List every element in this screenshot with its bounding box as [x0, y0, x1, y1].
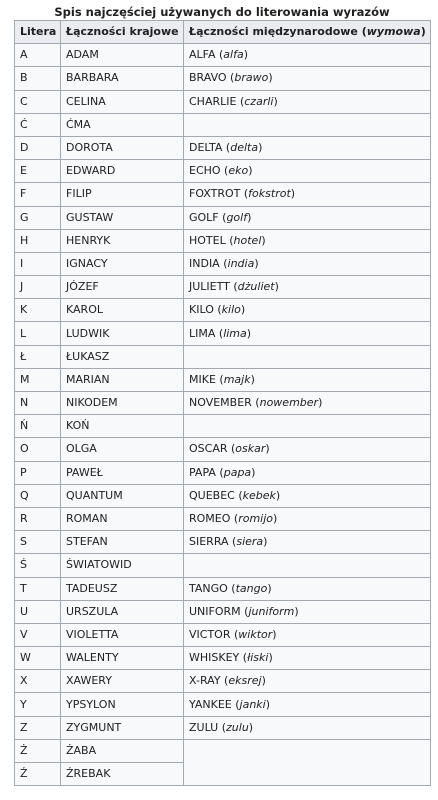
- cell-national: STEFAN: [61, 531, 184, 554]
- pronunciation: eko: [228, 164, 249, 178]
- table-row: [15, 647, 431, 670]
- pronunciation: nowember: [259, 396, 319, 410]
- table-row: [15, 299, 431, 322]
- cell-international: OSCAR (oskar): [184, 438, 431, 461]
- table-row: [15, 415, 431, 438]
- cell-letter: W: [15, 647, 61, 670]
- international-word: FOXTROT: [189, 187, 241, 201]
- pronunciation: alfa: [223, 48, 244, 62]
- cell-international: QUEBEC (kebek): [184, 484, 431, 507]
- cell-national: HENRYK: [61, 229, 184, 252]
- international-word: KILO: [189, 303, 214, 317]
- cell-letter: V: [15, 623, 61, 646]
- cell-international: NOVEMBER (nowember): [184, 392, 431, 415]
- table-row: [15, 438, 431, 461]
- international-word: MIKE: [189, 372, 216, 386]
- cell-letter: O: [15, 438, 61, 461]
- cell-international: GOLF (golf): [184, 206, 431, 229]
- cell-national: KOŃ: [61, 415, 184, 438]
- cell-international: X-RAY (eksrej): [184, 670, 431, 693]
- cell-international: HOTEL (hotel): [184, 229, 431, 252]
- table-row: [15, 623, 431, 646]
- cell-letter: A: [15, 44, 61, 67]
- cell-international-empty: [184, 113, 431, 136]
- table-row: [15, 368, 431, 391]
- table-row: [15, 136, 431, 159]
- table-body: [15, 44, 431, 786]
- international-word: JULIETT: [189, 280, 230, 294]
- cell-letter: Ź: [15, 763, 61, 786]
- cell-international: LIMA (lima): [184, 322, 431, 345]
- cell-international: BRAVO (brawo): [184, 67, 431, 90]
- cell-international: CHARLIE (czarli): [184, 90, 431, 113]
- cell-international: ALFA (alfa): [184, 44, 431, 67]
- table-row: [15, 461, 431, 484]
- pronunciation: majk: [223, 372, 251, 386]
- pronunciation: delta: [230, 141, 259, 155]
- pronunciation: eksrej: [228, 674, 262, 688]
- cell-letter: X: [15, 670, 61, 693]
- cell-letter: S: [15, 531, 61, 554]
- pronunciation: czarli: [244, 94, 274, 108]
- cell-national: ŁUKASZ: [61, 345, 184, 368]
- header-international-italic: wymowa: [366, 25, 421, 39]
- table-row: [15, 600, 431, 623]
- cell-international: UNIFORM (juniform): [184, 600, 431, 623]
- cell-letter: K: [15, 299, 61, 322]
- table-row: [15, 67, 431, 90]
- cell-national: XAWERY: [61, 670, 184, 693]
- cell-letter: T: [15, 577, 61, 600]
- cell-national: BARBARA: [61, 67, 184, 90]
- table-row: [15, 206, 431, 229]
- table-row: [15, 392, 431, 415]
- cell-letter: Ń: [15, 415, 61, 438]
- pronunciation: janki: [239, 697, 266, 711]
- header-litera: Litera: [15, 21, 61, 44]
- header-national: Łączności krajowe: [61, 21, 184, 44]
- table-row: [15, 554, 431, 577]
- header-international-prefix: Łączności międzynarodowe (: [189, 25, 367, 39]
- table-row: [15, 90, 431, 113]
- header-international: [184, 21, 431, 44]
- table-row: [15, 484, 431, 507]
- international-word: UNIFORM: [189, 604, 241, 618]
- pronunciation: romijo: [238, 512, 274, 526]
- international-word: ROMEO: [189, 512, 231, 526]
- cell-international: ECHO (eko): [184, 160, 431, 183]
- cell-letter: M: [15, 368, 61, 391]
- table-row: [15, 113, 431, 136]
- cell-national: CELINA: [61, 90, 184, 113]
- cell-national: ŚWIATOWID: [61, 554, 184, 577]
- table-caption: Spis najczęściej używanych do literowania wyrazów: [54, 5, 390, 19]
- pronunciation: siera: [236, 535, 264, 549]
- cell-national: ZYGMUNT: [61, 716, 184, 739]
- cell-international-empty: [184, 415, 431, 438]
- cell-letter: U: [15, 600, 61, 623]
- pronunciation: oskar: [235, 442, 266, 456]
- cell-national: ŻABA: [61, 739, 184, 762]
- cell-national: YPSYLON: [61, 693, 184, 716]
- cell-national: TADEUSZ: [61, 577, 184, 600]
- international-word: OSCAR: [189, 442, 228, 456]
- cell-letter: D: [15, 136, 61, 159]
- cell-national: JÓZEF: [61, 276, 184, 299]
- cell-letter: J: [15, 276, 61, 299]
- cell-national: PAWEŁ: [61, 461, 184, 484]
- international-word: WHISKEY: [189, 651, 240, 665]
- international-word: DELTA: [189, 141, 223, 155]
- cell-national: VIOLETTA: [61, 623, 184, 646]
- international-word: PAPA: [189, 465, 216, 479]
- cell-national: URSZULA: [61, 600, 184, 623]
- pronunciation: brawo: [234, 71, 269, 85]
- cell-letter: H: [15, 229, 61, 252]
- cell-international: WHISKEY (łiski): [184, 647, 431, 670]
- cell-national: DOROTA: [61, 136, 184, 159]
- pronunciation: wiktor: [238, 627, 273, 641]
- cell-national: FILIP: [61, 183, 184, 206]
- cell-national: LUDWIK: [61, 322, 184, 345]
- cell-national: ŹREBAK: [61, 763, 184, 786]
- cell-international: VICTOR (wiktor): [184, 623, 431, 646]
- cell-letter: Ż: [15, 739, 61, 762]
- cell-letter: Z: [15, 716, 61, 739]
- international-word: SIERRA: [189, 535, 229, 549]
- cell-international: JULIETT (dżuliet): [184, 276, 431, 299]
- international-word: HOTEL: [189, 233, 226, 247]
- cell-international-empty: [184, 345, 431, 368]
- cell-letter: B: [15, 67, 61, 90]
- table-row: [15, 577, 431, 600]
- pronunciation: kilo: [221, 303, 241, 317]
- international-word: GOLF: [189, 210, 219, 224]
- cell-international: KILO (kilo): [184, 299, 431, 322]
- cell-letter: F: [15, 183, 61, 206]
- international-word: YANKEE: [189, 697, 232, 711]
- cell-international: MIKE (majk): [184, 368, 431, 391]
- international-word: QUEBEC: [189, 488, 235, 502]
- pronunciation: hotel: [233, 233, 262, 247]
- pronunciation: dżuliet: [237, 280, 275, 294]
- cell-national: EDWARD: [61, 160, 184, 183]
- cell-letter: Ć: [15, 113, 61, 136]
- pronunciation: golf: [226, 210, 248, 224]
- cell-international-empty: [184, 739, 431, 785]
- table-row: [15, 183, 431, 206]
- cell-international: INDIA (india): [184, 252, 431, 275]
- cell-letter: E: [15, 160, 61, 183]
- pronunciation: juniform: [248, 604, 295, 618]
- cell-national: NIKODEM: [61, 392, 184, 415]
- international-word: ECHO: [189, 164, 221, 178]
- cell-letter: L: [15, 322, 61, 345]
- cell-international: SIERRA (siera): [184, 531, 431, 554]
- cell-national: QUANTUM: [61, 484, 184, 507]
- cell-international: ROMEO (romijo): [184, 507, 431, 530]
- international-word: VICTOR: [189, 627, 231, 641]
- table-row: [15, 229, 431, 252]
- table-row: [15, 252, 431, 275]
- header-international-suffix: ): [420, 25, 426, 39]
- cell-national: KAROL: [61, 299, 184, 322]
- table-row: [15, 693, 431, 716]
- pronunciation: zulu: [226, 720, 249, 734]
- pronunciation: łiski: [247, 651, 269, 665]
- cell-letter: Y: [15, 693, 61, 716]
- cell-national: ĆMA: [61, 113, 184, 136]
- pronunciation: india: [227, 256, 255, 270]
- international-word: BRAVO: [189, 71, 227, 85]
- cell-letter: C: [15, 90, 61, 113]
- cell-international: FOXTROT (fokstrot): [184, 183, 431, 206]
- cell-national: ROMAN: [61, 507, 184, 530]
- pronunciation: fokstrot: [248, 187, 291, 201]
- cell-national: OLGA: [61, 438, 184, 461]
- table-row: [15, 507, 431, 530]
- cell-letter: Ś: [15, 554, 61, 577]
- cell-letter: N: [15, 392, 61, 415]
- cell-national: GUSTAW: [61, 206, 184, 229]
- cell-international: TANGO (tango): [184, 577, 431, 600]
- cell-international: ZULU (zulu): [184, 716, 431, 739]
- cell-national: ADAM: [61, 44, 184, 67]
- cell-international: PAPA (papa): [184, 461, 431, 484]
- spelling-alphabet-table: [14, 20, 431, 786]
- cell-letter: R: [15, 507, 61, 530]
- table-row: [15, 276, 431, 299]
- international-word: NOVEMBER: [189, 396, 252, 410]
- table-row: [15, 160, 431, 183]
- cell-letter: I: [15, 252, 61, 275]
- cell-national: WALENTY: [61, 647, 184, 670]
- cell-letter: G: [15, 206, 61, 229]
- cell-national: IGNACY: [61, 252, 184, 275]
- table-row: [15, 739, 431, 762]
- cell-letter: P: [15, 461, 61, 484]
- table-row: [15, 322, 431, 345]
- pronunciation: tango: [235, 581, 268, 595]
- cell-national: MARIAN: [61, 368, 184, 391]
- cell-international: DELTA (delta): [184, 136, 431, 159]
- international-word: ALFA: [189, 48, 216, 62]
- pronunciation: papa: [223, 465, 252, 479]
- table-row: [15, 44, 431, 67]
- international-word: CHARLIE: [189, 94, 237, 108]
- cell-international-empty: [184, 554, 431, 577]
- international-word: X-RAY: [189, 674, 221, 688]
- cell-international: YANKEE (janki): [184, 693, 431, 716]
- cell-letter: Ł: [15, 345, 61, 368]
- pronunciation: kebek: [242, 488, 276, 502]
- table-row: [15, 716, 431, 739]
- table-row: [15, 670, 431, 693]
- table-row: [15, 531, 431, 554]
- pronunciation: lima: [223, 326, 247, 340]
- international-word: INDIA: [189, 256, 220, 270]
- table-row: [15, 345, 431, 368]
- international-word: ZULU: [189, 720, 219, 734]
- cell-letter: Q: [15, 484, 61, 507]
- international-word: TANGO: [189, 581, 228, 595]
- international-word: LIMA: [189, 326, 216, 340]
- table-header-row: [15, 21, 431, 44]
